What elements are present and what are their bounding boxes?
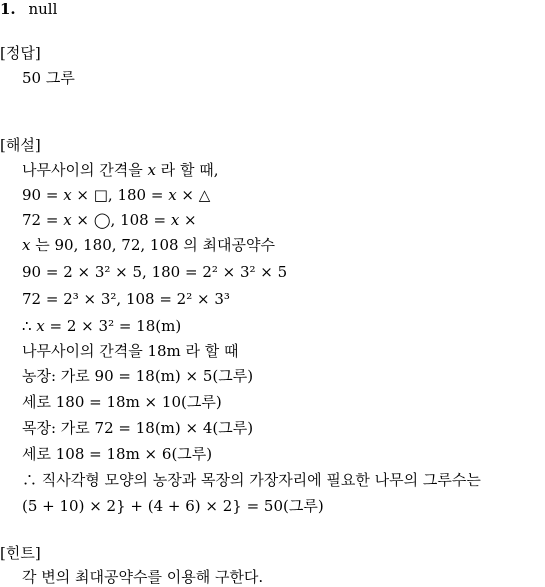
- explanation-line: 72 = 2³ × 3², 108 = 2² × 3³: [22, 290, 230, 308]
- explanation-line: 세로 180 = 18m × 10(그루): [22, 393, 222, 411]
- explanation-line: 세로 108 = 18m × 6(그루): [22, 445, 213, 463]
- question-number: 1.: [0, 0, 16, 18]
- hint-label: [힌트]: [0, 544, 41, 562]
- explanation-line: 72 = 𝑥 × ◯, 108 = 𝑥 ×: [22, 211, 197, 229]
- question-text: null: [28, 0, 58, 18]
- explanation-line: (5 + 10) × 2} + (4 + 6) × 2} = 50(그루): [22, 497, 324, 515]
- answer-value: 50 그루: [22, 69, 75, 87]
- answer-label: [정답]: [0, 44, 41, 62]
- explanation-line: 목장: 가로 72 = 18(m) × 4(그루): [22, 419, 254, 437]
- explanation-line: ∴ 직사각형 모양의 농장과 목장의 가장자리에 필요한 나무의 그루수는: [22, 471, 481, 489]
- explanation-line: 𝑥 는 90, 180, 72, 108 의 최대공약수: [22, 236, 276, 254]
- explanation-line: ∴ 𝑥 = 2 × 3² = 18(m): [22, 317, 182, 335]
- explanation-line: 90 = 2 × 3² × 5, 180 = 2² × 3² × 5: [22, 263, 288, 281]
- question-header: [0, 0, 57, 18]
- explanation-label: [해설]: [0, 136, 41, 154]
- explanation-line: 90 = 𝑥 × □, 180 = 𝑥 × △: [22, 186, 211, 204]
- explanation-line: 나무사이의 간격을 18m 라 할 때: [22, 342, 239, 360]
- explanation-line: 나무사이의 간격을 𝑥 라 할 때,: [22, 161, 219, 179]
- explanation-line: 농장: 가로 90 = 18(m) × 5(그루): [22, 367, 254, 385]
- hint-text: 각 변의 최대공약수를 이용해 구한다.: [22, 568, 264, 586]
